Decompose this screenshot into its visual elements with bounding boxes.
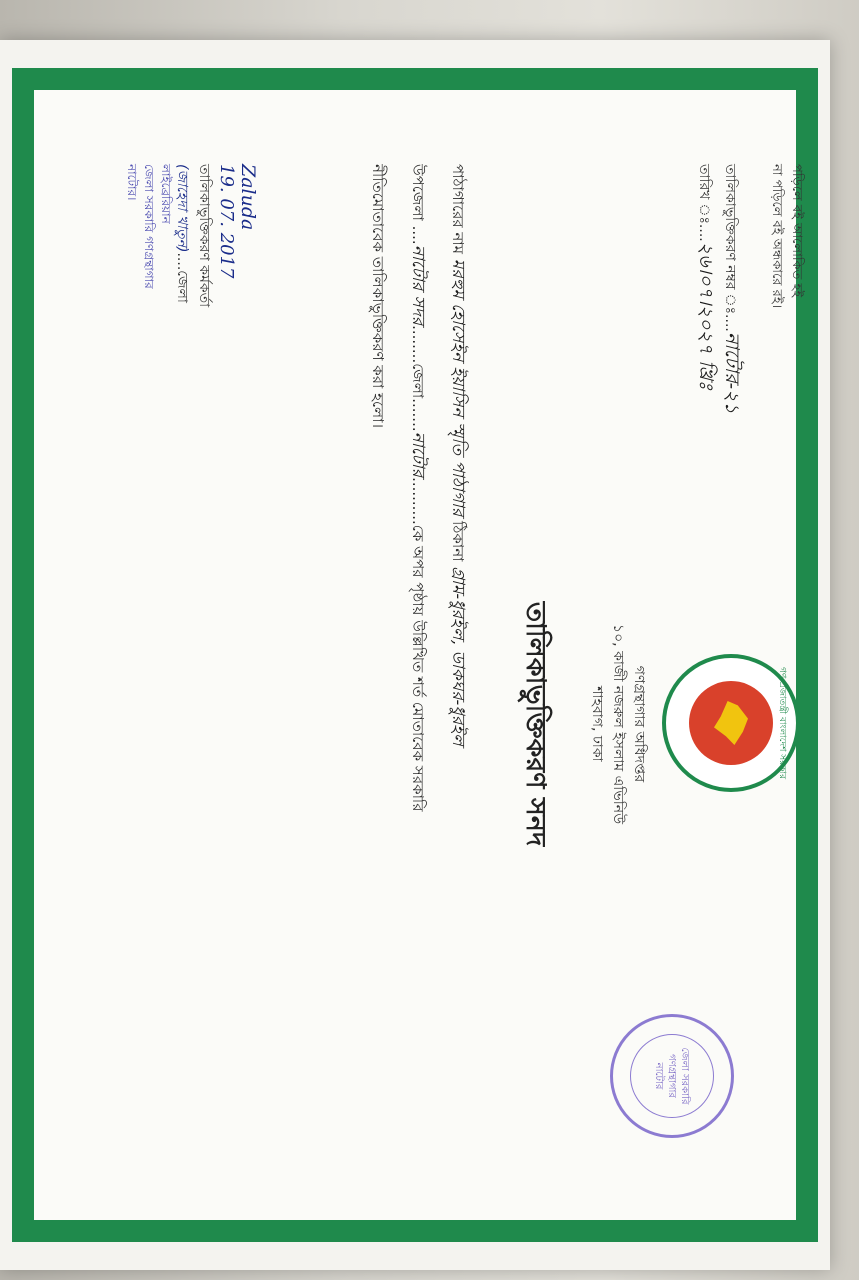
library-name-value: মরহুম হোসেইন ইয়াসিন স্মৃতি পাঠাগার xyxy=(448,258,468,517)
motto xyxy=(766,164,806,308)
address-label: ঠিকানা xyxy=(449,521,467,562)
green-border-frame xyxy=(12,68,818,1242)
enrollment-date-value: ২৬।০৭।২০২৭ খ্রিঃ xyxy=(695,241,717,390)
motto-line-2: না পড়িলে বই অন্ধকারে রই। xyxy=(769,164,784,309)
seal-line-2: জেলা সরকারি গণগ্রন্থাগার xyxy=(142,164,156,289)
certificate-title: তালিকাভুক্তিকরণ সনদ xyxy=(520,601,551,847)
librarian-seal xyxy=(123,164,174,289)
library-name-label: পাঠাগারের নাম xyxy=(449,164,467,255)
enrollment-number xyxy=(718,164,744,414)
emblem-red-disc xyxy=(689,681,773,765)
seal-line-1: লাইব্রেরিয়ান xyxy=(159,164,173,224)
signature-block xyxy=(171,164,259,307)
stamp-text-bottom: নাটোর xyxy=(653,1062,665,1090)
officer-district-suffix: ....জেলা xyxy=(174,252,190,303)
enrollment-date xyxy=(692,164,718,414)
emblem-ring-text: গণ প্রজাতন্ত্রী বাংলাদেশ সরকার xyxy=(777,666,787,780)
office-street: ১০, কাজী নজরুল ইসলাম এভিনিউ xyxy=(610,623,626,825)
seal-line-3: নাটোর। xyxy=(125,164,139,201)
body-line-location xyxy=(407,164,429,1244)
district-value: নাটোর xyxy=(408,431,428,478)
enrollment-number-label: তালিকাভুক্তিকরণ নম্বর ঃ.... xyxy=(722,164,738,332)
office-name: গণগ্রন্থাগার অধিদপ্তর xyxy=(631,665,647,783)
officer-role: তালিকাভুক্তিকরণ কর্মকর্তা xyxy=(196,164,212,308)
body-line-closing: নীতিমোতাবেক তালিকাভুক্তিকরণ করা হলো। xyxy=(369,164,387,428)
bangladesh-map-icon xyxy=(714,701,748,745)
motto-line-1: পড়িলে বই আলোকিত হই xyxy=(789,164,804,298)
enrollment-number-value: নাটোর-২১ xyxy=(721,331,743,414)
stamp-text-top: জেলা সরকারি গণগ্রন্থাগার xyxy=(666,1047,691,1105)
upazila-value: নাটোর সদর xyxy=(408,244,428,326)
signature: Zaluda xyxy=(237,164,259,231)
reference-block xyxy=(692,164,744,414)
certificate-content xyxy=(54,134,814,1274)
officer-name: (জাহেদা খাতুন) xyxy=(174,164,190,253)
government-emblem-icon xyxy=(662,654,800,792)
address-value: গ্রাম-ধুরইল, ডাকঘর-ধুরইল xyxy=(448,566,468,746)
upazila-label: উপজেলা .... xyxy=(409,164,427,245)
enrollment-date-label: তারিখ ঃ.... xyxy=(696,164,712,242)
library-stamp xyxy=(610,1014,734,1138)
stamp-inner xyxy=(630,1034,714,1118)
certificate-sheet xyxy=(0,40,830,1270)
signature-date: 19. 07. 2017 xyxy=(216,164,237,279)
office-city: শাহবাগ, ঢাকা xyxy=(589,686,605,762)
location-tail: ..........কে অপর পৃষ্ঠায় উল্লিখিত শর্ত মোতাবেক সরকারি xyxy=(409,477,427,812)
officer-name-line xyxy=(171,164,193,307)
district-label: ........জেলা....... xyxy=(409,325,427,432)
office-address xyxy=(586,574,649,874)
body-line-library-name xyxy=(447,164,469,1244)
